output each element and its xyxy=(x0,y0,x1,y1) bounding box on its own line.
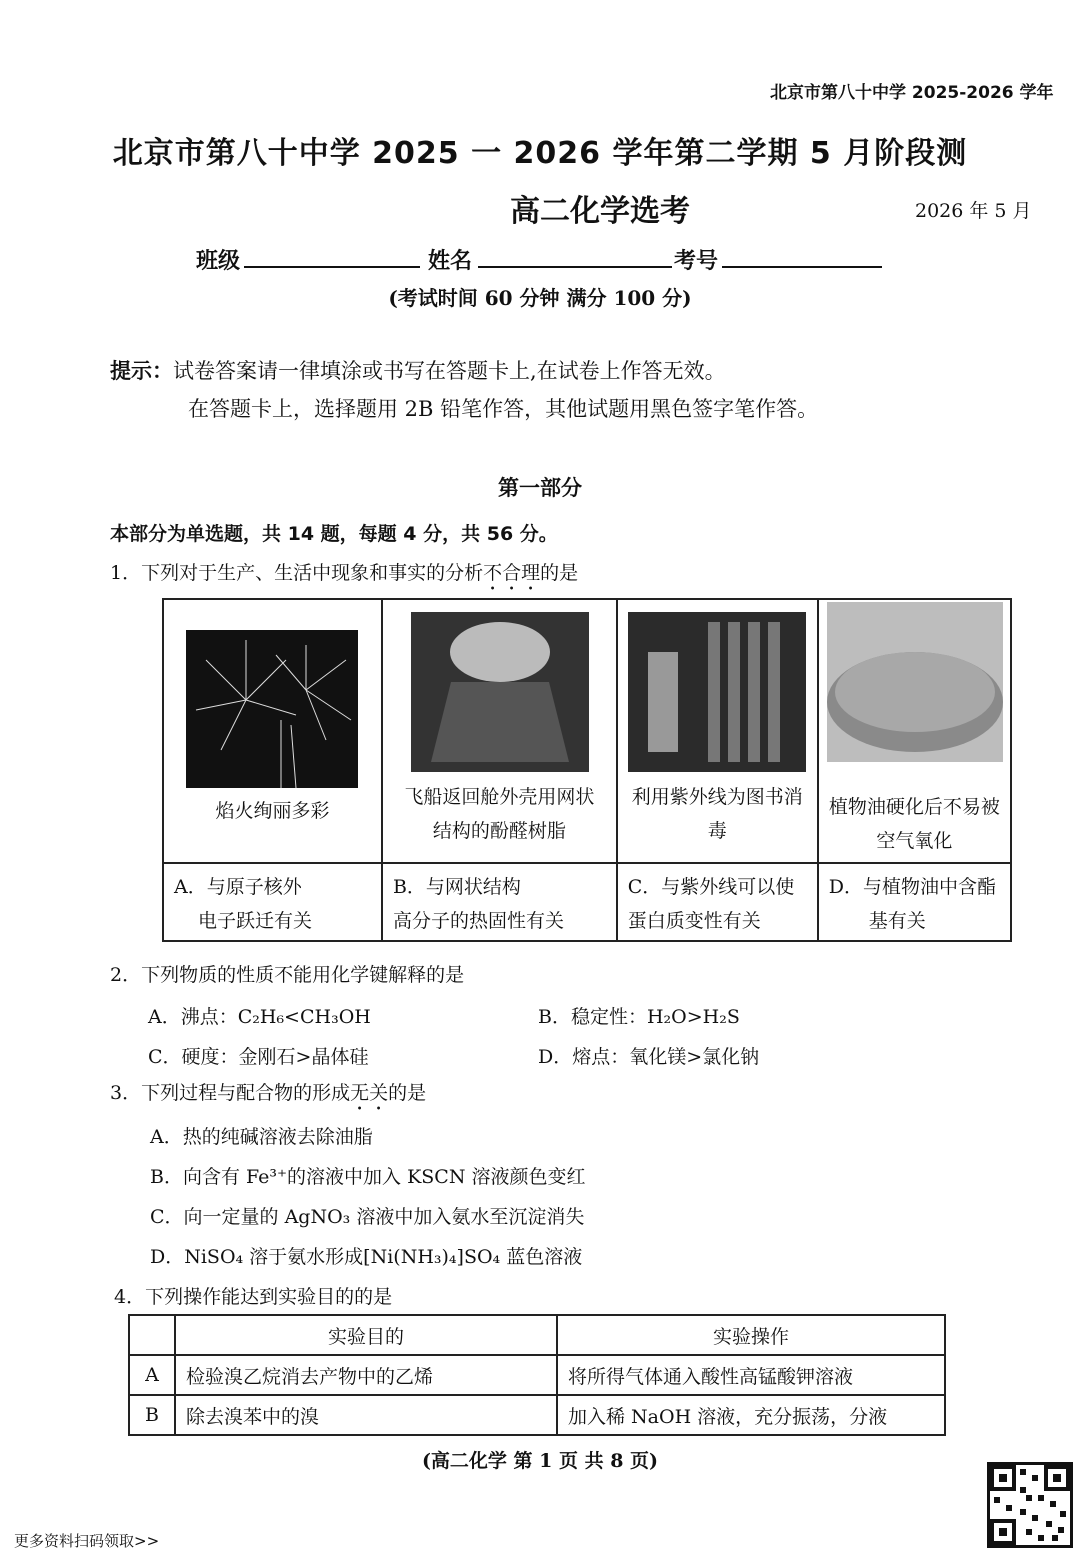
q3-stem-post: 的是 xyxy=(388,1082,427,1104)
page-title: 北京市第八十中学 2025 一 2026 学年第二学期 5 月阶段测 xyxy=(112,136,968,171)
q1-caption-a: 焰火绚丽多彩 xyxy=(215,800,330,822)
q4-row-label: B xyxy=(129,1395,175,1435)
page-footer: (高二化学 第 1 页 共 8 页) xyxy=(421,1450,659,1472)
q2-option-c[interactable]: C．硬度：金刚石>晶体硅 xyxy=(148,1046,369,1068)
q3-option-a[interactable]: A．热的纯碱溶液去除油脂 xyxy=(150,1126,373,1148)
page-subtitle: 高二化学选考 xyxy=(510,194,690,229)
question-3-stem xyxy=(110,1078,426,1115)
q4-row-purpose: 除去溴苯中的溴 xyxy=(175,1395,557,1435)
exam-info: (考试时间 60 分钟 满分 100 分) xyxy=(388,286,692,310)
header-strip: 北京市第八十中学 2025-2026 学年 xyxy=(770,83,1054,100)
capsule-photo xyxy=(411,612,589,772)
q4-row-label: A xyxy=(129,1355,175,1395)
q3-stem-pre: 3．下列过程与配合物的形成 xyxy=(110,1082,351,1104)
question-1-table xyxy=(162,598,1012,942)
notice-line-2: 在答题卡上，选择题用 2B 铅笔作答，其他试题用黑色签字笔作答。 xyxy=(188,397,819,421)
class-label: 班级 xyxy=(196,249,241,274)
table-row[interactable] xyxy=(129,1395,945,1435)
q4-header-purpose: 实验目的 xyxy=(175,1315,557,1355)
q2-option-a[interactable]: A．沸点：C₂H₆<CH₃OH xyxy=(148,1006,371,1028)
library-photo xyxy=(628,612,806,772)
q1-option-a-line2: 电子跃迁有关 xyxy=(198,910,313,932)
q1-caption-d: 植物油硬化后不易被空气氧化 xyxy=(828,796,1000,852)
q1-option-b[interactable] xyxy=(382,863,617,941)
q3-option-c[interactable]: C．向一定量的 AgNO₃ 溶液中加入氨水至沉淀消失 xyxy=(150,1206,585,1228)
q1-image-cell xyxy=(818,599,1011,863)
q4-row-operation: 加入稀 NaOH 溶液，充分振荡，分液 xyxy=(557,1395,945,1435)
question-4-stem: 4．下列操作能达到实验目的的是 xyxy=(114,1286,393,1308)
number-blank[interactable] xyxy=(722,266,882,268)
q1-option-a[interactable] xyxy=(163,863,382,941)
exam-date: 2026 年 5 月 xyxy=(915,200,1032,222)
q1-stem-emphasis: 不合理 xyxy=(483,562,541,584)
q1-option-d[interactable] xyxy=(818,863,1011,941)
oil-photo xyxy=(827,602,1003,762)
question-4-table xyxy=(128,1314,946,1436)
q4-row-purpose: 检验溴乙烷消去产物中的乙烯 xyxy=(175,1355,557,1395)
q2-option-b[interactable]: B．稳定性：H₂O>H₂S xyxy=(538,1006,740,1028)
class-blank[interactable] xyxy=(244,266,420,268)
q1-option-c-line2: 蛋白质变性有关 xyxy=(627,910,761,932)
notice-label: 提示： xyxy=(110,359,173,383)
table-row[interactable] xyxy=(129,1355,945,1395)
qr-code-icon[interactable] xyxy=(987,1462,1073,1548)
number-label: 考号 xyxy=(674,249,719,274)
q1-option-b-line1: B．与网状结构 xyxy=(392,876,521,898)
q4-row-operation: 将所得气体通入酸性高锰酸钾溶液 xyxy=(557,1355,945,1395)
q3-option-d[interactable]: D．NiSO₄ 溶于氨水形成[Ni(NH₃)₄]SO₄ 蓝色溶液 xyxy=(150,1246,583,1268)
q1-option-c-line1: C．与紫外线可以使 xyxy=(627,876,795,898)
q2-option-d[interactable]: D．熔点：氧化镁>氯化钠 xyxy=(538,1046,760,1068)
q1-stem-post: 的是 xyxy=(540,562,579,584)
q4-header-operation: 实验操作 xyxy=(557,1315,945,1355)
notice-line-1: 试卷答案请一律填涂或书写在答题卡上,在试卷上作答无效。 xyxy=(173,359,726,383)
q1-option-b-line2: 高分子的热固性有关 xyxy=(392,910,564,932)
q1-stem-pre: 1．下列对于生产、生活中现象和事实的分析 xyxy=(110,562,484,584)
q1-option-d-line2: 基有关 xyxy=(868,910,926,932)
q3-stem-emphasis: 无关 xyxy=(350,1082,389,1104)
q1-caption-c: 利用紫外线为图书消毒 xyxy=(631,786,803,842)
question-1-stem xyxy=(110,558,578,595)
q1-option-d-line1: D．与植物油中含酯 xyxy=(828,876,996,898)
question-2-stem: 2．下列物质的性质不能用化学键解释的是 xyxy=(110,964,465,986)
q1-image-cell xyxy=(382,599,617,863)
q4-header-blank xyxy=(129,1315,175,1355)
q1-image-cell xyxy=(617,599,818,863)
q1-option-c[interactable] xyxy=(617,863,818,941)
fireworks-photo xyxy=(186,630,358,788)
name-blank[interactable] xyxy=(478,266,672,268)
q3-option-b[interactable]: B．向含有 Fe³⁺的溶液中加入 KSCN 溶液颜色变红 xyxy=(150,1166,586,1188)
q1-option-a-line1: A．与原子核外 xyxy=(174,876,302,898)
part-intro: 本部分为单选题，共 14 题，每题 4 分，共 56 分。 xyxy=(110,523,558,545)
more-resources-link[interactable]: 更多资料扫码领取>> xyxy=(14,1532,160,1550)
name-label: 姓名 xyxy=(428,249,473,274)
notice xyxy=(110,352,818,428)
q1-image-cell xyxy=(163,599,382,863)
q1-caption-b: 飞船返回舱外壳用网状结构的酚醛树脂 xyxy=(404,786,595,842)
part-title: 第一部分 xyxy=(498,476,582,500)
